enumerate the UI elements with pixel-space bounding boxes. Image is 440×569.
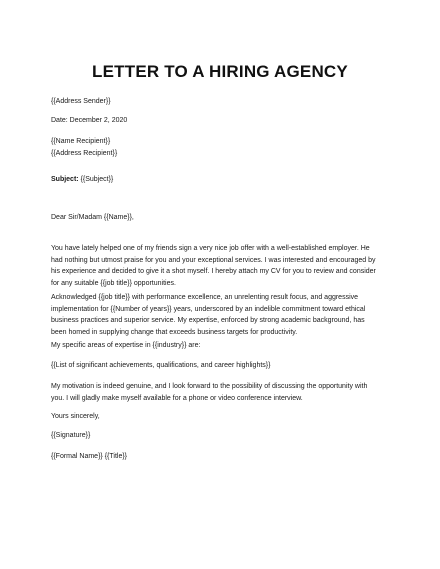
closing-text: Yours sincerely, [51,413,100,420]
paragraph-2-line: Acknowledged {{job title}} with performance excellence, an unrelenting result focus, and aggressive [51,294,359,301]
paragraph-2-line: been homed in supplying change that exceeds business targets for productivity. [51,328,298,336]
expertise-intro [51,340,396,352]
subject-line-text [51,174,396,186]
letter-date [51,115,396,127]
paragraph-3 [51,381,396,404]
recipient-block [51,136,396,159]
signature [51,430,396,442]
expertise-text: My specific areas of expertise in {{industry}} are: [51,342,201,349]
salutation-text: Dear Sir/Madam {{Name}}, [51,214,134,221]
recipient-address: {{Address Recipient}} [51,149,118,157]
paragraph-2-line: business practices and superior service. My expertise, enforced by strong academic background, has [51,317,365,324]
signature-text: {{Signature}} [51,432,91,439]
paragraph-1 [51,243,396,289]
sender-address [51,96,396,108]
paragraph-1-line: his experience and decided to give it a shot myself. I hereby attach my CV for you to review and consider [51,268,376,275]
sender-address-text: {{Address Sender}} [51,98,111,105]
paragraph-3-line: My motivation is indeed genuine, and I look forward to the possibility of discussing the opportunity with [51,383,368,390]
paragraph-2-line: implementation for {{Number of years}} years, underscored by an indelible commitment toward ethical [51,305,366,313]
formal-name-text: {{Formal Name}} {{Title}} [51,453,128,460]
subject-value: {{Subject}} [78,176,114,183]
closing [51,411,396,423]
date-text: Date: December 2, 2020 [51,117,128,124]
achievements-text: {{List of significant achievements, qualifications, and career highlights}} [51,362,271,369]
paragraph-1-line: for any suitable {{job title}} opportunities. [51,279,176,287]
letter-title: LETTER TO A HIRING AGENCY [92,62,348,81]
paragraph-3-line: you. I will gladly make myself available for a phone or video conference interview. [51,394,303,402]
subject-line [51,174,396,186]
subject-label: Subject: [51,176,79,183]
paragraph-1-line: had nothing but utmost praise for you and your exceptional services. I was interested and encouraged by [51,256,376,264]
paragraph-1-line: You have lately helped one of my friends sign a very nice job offer with a well-established employer. He [51,245,370,252]
salutation [51,212,396,224]
formal-name [51,451,396,463]
recipient-name: {{Name Recipient}} [51,138,111,145]
achievements-list [51,360,396,372]
paragraph-2 [51,292,396,338]
